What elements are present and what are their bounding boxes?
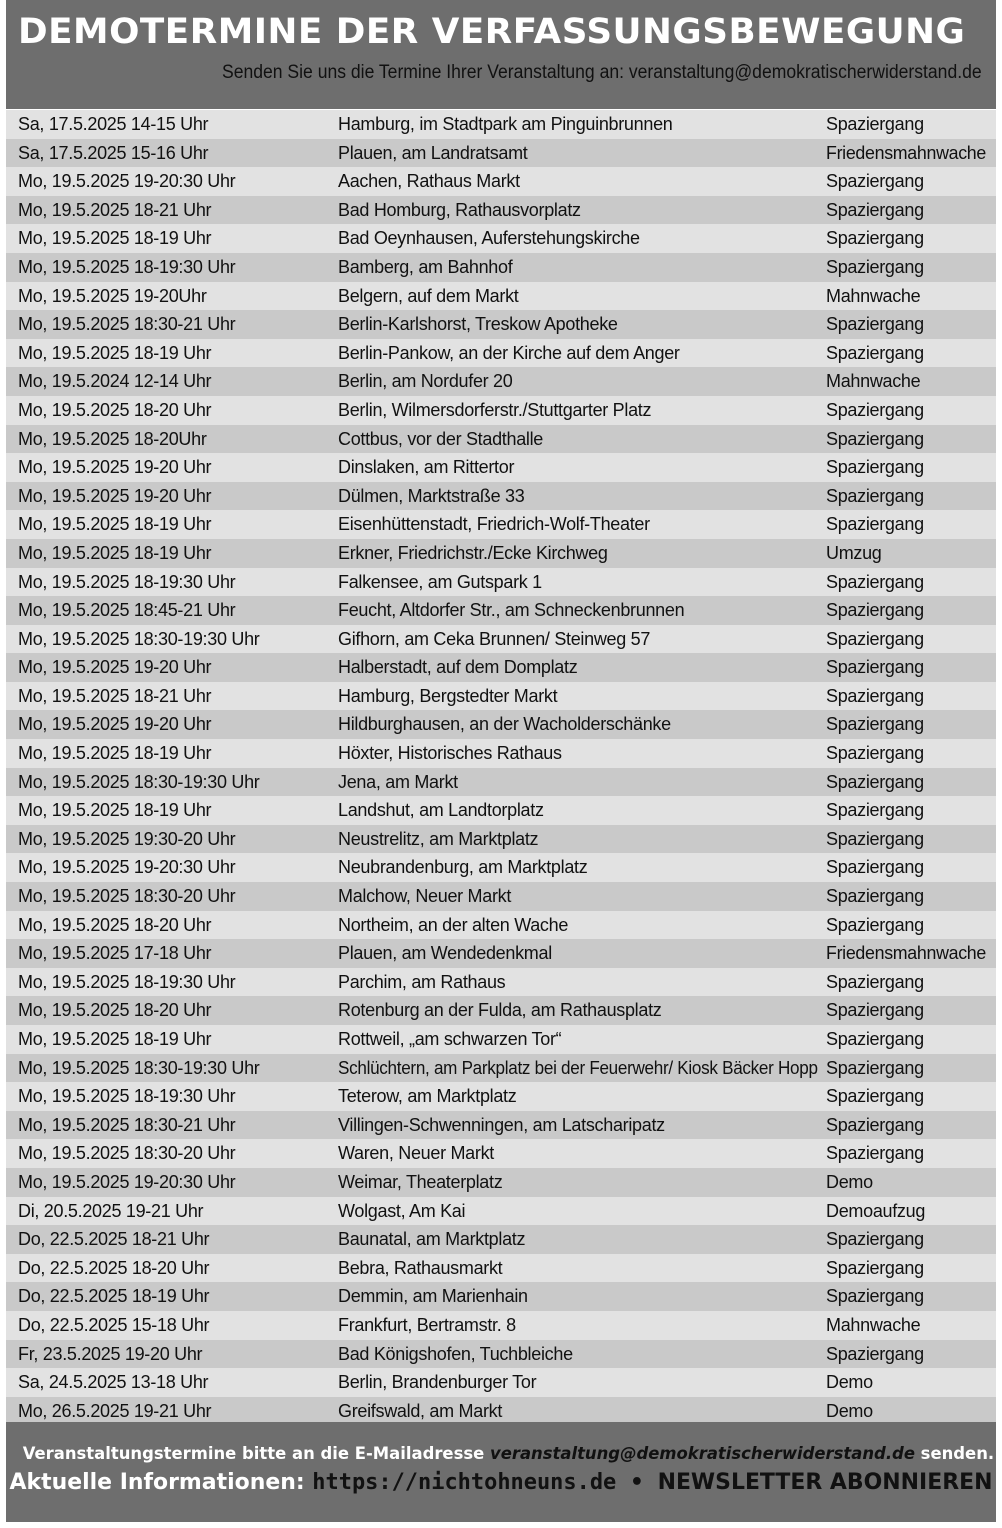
event-place: Hamburg, Bergstedter Markt bbox=[338, 685, 558, 706]
event-type: Spaziergang bbox=[826, 256, 924, 277]
event-place: Wolgast, Am Kai bbox=[338, 1200, 466, 1221]
event-type: Spaziergang bbox=[826, 1057, 924, 1078]
event-date: Mo, 19.5.2024 12-14 Uhr bbox=[18, 371, 212, 392]
event-place: Parchim, am Rathaus bbox=[338, 971, 506, 992]
event-place: Aachen, Rathaus Markt bbox=[338, 171, 520, 192]
footer-submit-prefix: Veranstaltungstermine bitte an die E-Mailadresse bbox=[22, 1444, 485, 1464]
event-place: Frankfurt, Bertramstr. 8 bbox=[338, 1314, 516, 1335]
event-type: Friedensmahnwache bbox=[826, 142, 986, 163]
event-place: Plauen, am Wendedenkmal bbox=[338, 943, 552, 964]
footer-submit-suffix: senden. bbox=[920, 1444, 995, 1464]
event-type: Spaziergang bbox=[826, 1000, 924, 1021]
event-date: Mo, 19.5.2025 18:30-20 Uhr bbox=[18, 1143, 236, 1164]
event-place: Berlin, am Nordufer 20 bbox=[338, 371, 513, 392]
event-type: Spaziergang bbox=[826, 628, 924, 649]
event-place: Bad Homburg, Rathausvorplatz bbox=[338, 199, 581, 220]
event-date: Mo, 19.5.2025 19-20 Uhr bbox=[18, 714, 212, 735]
footer-separator: • bbox=[629, 1470, 644, 1495]
event-type: Spaziergang bbox=[826, 914, 924, 935]
event-row bbox=[6, 1054, 996, 1083]
event-row bbox=[6, 167, 996, 196]
footer-info-line bbox=[7, 1470, 995, 1495]
event-row bbox=[6, 1368, 996, 1397]
event-row bbox=[6, 882, 996, 911]
event-date: Mo, 19.5.2025 18-19 Uhr bbox=[18, 514, 212, 535]
event-date: Mo, 19.5.2025 18:30-20 Uhr bbox=[18, 886, 236, 907]
footer-info-label: Aktuelle Informationen: bbox=[9, 1470, 305, 1495]
event-row bbox=[6, 939, 996, 968]
event-date: Fr, 23.5.2025 19-20 Uhr bbox=[18, 1343, 203, 1364]
event-type: Spaziergang bbox=[826, 314, 924, 335]
event-row bbox=[6, 682, 996, 711]
event-place: Schlüchtern, am Parkplatz bei der Feuerwehr/ Kiosk Bäcker Hopp bbox=[338, 1057, 818, 1078]
event-place: Rottweil, „am schwarzen Tor“ bbox=[338, 1029, 562, 1049]
event-place: Dülmen, Marktstraße 33 bbox=[338, 485, 525, 506]
event-place: Cottbus, vor der Stadthalle bbox=[338, 428, 544, 449]
event-type: Spaziergang bbox=[826, 743, 924, 764]
event-type: Mahnwache bbox=[826, 285, 921, 306]
event-place: Rotenburg an der Fulda, am Rathausplatz bbox=[338, 1000, 662, 1021]
event-row bbox=[6, 911, 996, 940]
event-date: Di, 20.5.2025 19-21 Uhr bbox=[18, 1200, 204, 1221]
event-place: Eisenhüttenstadt, Friedrich-Wolf-Theater bbox=[338, 514, 650, 535]
event-row bbox=[6, 710, 996, 739]
event-row bbox=[6, 653, 996, 682]
event-date: Mo, 19.5.2025 17-18 Uhr bbox=[18, 943, 212, 964]
event-date: Sa, 17.5.2025 15-16 Uhr bbox=[18, 142, 209, 163]
event-row bbox=[6, 568, 996, 597]
event-type: Mahnwache bbox=[826, 1314, 921, 1335]
event-type: Demoaufzug bbox=[826, 1200, 926, 1221]
event-type: Spaziergang bbox=[826, 1229, 924, 1250]
event-type: Spaziergang bbox=[826, 600, 924, 621]
event-place: Höxter, Historisches Rathaus bbox=[338, 743, 562, 764]
event-row bbox=[6, 596, 996, 625]
event-type: Spaziergang bbox=[826, 1114, 924, 1135]
event-date: Mo, 19.5.2025 18-19 Uhr bbox=[18, 542, 212, 563]
event-place: Bad Oeynhausen, Auferstehungskirche bbox=[338, 228, 640, 249]
event-type: Spaziergang bbox=[826, 828, 924, 849]
header-bar bbox=[6, 0, 996, 109]
event-type: Spaziergang bbox=[826, 342, 924, 363]
event-type: Spaziergang bbox=[826, 114, 924, 134]
event-place: Jena, am Markt bbox=[338, 771, 458, 792]
event-date: Mo, 26.5.2025 19-21 Uhr bbox=[18, 1400, 212, 1421]
event-row bbox=[6, 1168, 996, 1197]
event-place: Feucht, Altdorfer Str., am Schneckenbrunnen bbox=[338, 600, 685, 621]
event-row bbox=[6, 253, 996, 282]
event-row bbox=[6, 482, 996, 511]
event-row bbox=[6, 1225, 996, 1254]
event-row bbox=[6, 768, 996, 797]
event-type: Spaziergang bbox=[826, 457, 924, 478]
event-date: Mo, 19.5.2025 18:30-19:30 Uhr bbox=[18, 771, 260, 792]
event-place: Bebra, Rathausmarkt bbox=[338, 1257, 503, 1278]
event-type: Spaziergang bbox=[826, 971, 924, 992]
event-place: Neustrelitz, am Marktplatz bbox=[338, 828, 539, 849]
event-row bbox=[6, 1139, 996, 1168]
event-place: Baunatal, am Marktplatz bbox=[338, 1229, 526, 1250]
event-row bbox=[6, 196, 996, 225]
event-type: Spaziergang bbox=[826, 1343, 924, 1364]
event-date: Mo, 19.5.2025 18-19:30 Uhr bbox=[18, 571, 236, 592]
event-row bbox=[6, 425, 996, 454]
event-place: Dinslaken, am Rittertor bbox=[338, 457, 515, 478]
event-type: Demo bbox=[826, 1372, 873, 1393]
event-type: Spaziergang bbox=[826, 171, 924, 192]
event-row bbox=[6, 339, 996, 368]
event-place: Villingen-Schwenningen, am Latscharipatz bbox=[338, 1114, 665, 1135]
event-date: Mo, 19.5.2025 18-19 Uhr bbox=[18, 1029, 212, 1049]
event-row bbox=[6, 1340, 996, 1369]
event-place: Berlin, Wilmersdorferstr./Stuttgarter Platz bbox=[338, 399, 652, 420]
event-row bbox=[6, 1282, 996, 1311]
event-date: Mo, 19.5.2025 18-20 Uhr bbox=[18, 1000, 212, 1021]
event-row bbox=[6, 539, 996, 568]
event-date: Mo, 19.5.2025 18-20 Uhr bbox=[18, 399, 212, 420]
event-place: Bamberg, am Bahnhof bbox=[338, 256, 513, 277]
event-place: Falkensee, am Gutspark 1 bbox=[338, 571, 542, 592]
event-date: Mo, 19.5.2025 18:30-21 Uhr bbox=[18, 1114, 236, 1135]
event-date: Mo, 19.5.2025 19-20 Uhr bbox=[18, 457, 212, 478]
event-row bbox=[6, 396, 996, 425]
event-place: Berlin-Karlshorst, Treskow Apotheke bbox=[338, 314, 618, 335]
event-row bbox=[6, 1311, 996, 1340]
event-row bbox=[6, 310, 996, 339]
event-row bbox=[6, 224, 996, 253]
event-row bbox=[6, 110, 996, 139]
event-date: Mo, 19.5.2025 18-19 Uhr bbox=[18, 342, 212, 363]
event-type: Spaziergang bbox=[826, 771, 924, 792]
event-date: Mo, 19.5.2025 19-20:30 Uhr bbox=[18, 171, 236, 192]
event-row bbox=[6, 739, 996, 768]
event-date: Mo, 19.5.2025 19:30-20 Uhr bbox=[18, 828, 236, 849]
event-date: Mo, 19.5.2025 18-19:30 Uhr bbox=[18, 1086, 236, 1107]
event-place: Erkner, Friedrichstr./Ecke Kirchweg bbox=[338, 542, 608, 563]
event-place: Neubrandenburg, am Marktplatz bbox=[338, 857, 588, 878]
event-type: Mahnwache bbox=[826, 371, 921, 392]
event-date: Mo, 19.5.2025 18-19 Uhr bbox=[18, 228, 212, 249]
footer-website-link[interactable]: https://nichtohneuns.de bbox=[312, 1470, 617, 1495]
event-place: Berlin, Brandenburger Tor bbox=[338, 1372, 537, 1393]
event-place: Bad Königshofen, Tuchbleiche bbox=[338, 1343, 573, 1364]
event-date: Mo, 19.5.2025 18-19 Uhr bbox=[18, 743, 212, 764]
event-date: Mo, 19.5.2025 19-20:30 Uhr bbox=[18, 857, 236, 878]
event-type: Spaziergang bbox=[826, 1029, 924, 1049]
event-place: Demmin, am Marienhain bbox=[338, 1286, 528, 1307]
footer-email-link[interactable]: veranstaltung@demokratischerwiderstand.de bbox=[489, 1444, 915, 1464]
event-place: Berlin-Pankow, an der Kirche auf dem Anger bbox=[338, 342, 680, 363]
event-type: Umzug bbox=[826, 542, 882, 563]
event-type: Friedensmahnwache bbox=[826, 943, 986, 964]
event-row bbox=[6, 625, 996, 654]
event-row bbox=[6, 1111, 996, 1140]
event-row bbox=[6, 510, 996, 539]
event-date: Mo, 19.5.2025 18:30-21 Uhr bbox=[18, 314, 236, 335]
event-date: Mo, 19.5.2025 18-21 Uhr bbox=[18, 685, 212, 706]
event-place: Belgern, auf dem Markt bbox=[338, 285, 519, 306]
event-row bbox=[6, 282, 996, 311]
event-row bbox=[6, 825, 996, 854]
event-place: Teterow, am Marktplatz bbox=[338, 1086, 517, 1107]
event-row bbox=[6, 1197, 996, 1226]
flyer-page bbox=[6, 0, 996, 1528]
event-type: Spaziergang bbox=[826, 1143, 924, 1164]
event-row bbox=[6, 853, 996, 882]
event-date: Mo, 19.5.2025 19-20Uhr bbox=[18, 285, 207, 306]
event-date: Do, 22.5.2025 18-19 Uhr bbox=[18, 1286, 210, 1307]
event-row bbox=[6, 1082, 996, 1111]
event-type: Spaziergang bbox=[826, 199, 924, 220]
event-type: Spaziergang bbox=[826, 1086, 924, 1107]
event-date: Mo, 19.5.2025 18-20Uhr bbox=[18, 428, 207, 449]
event-type: Spaziergang bbox=[826, 886, 924, 907]
event-type: Demo bbox=[826, 1171, 873, 1192]
event-date: Mo, 19.5.2025 18:30-19:30 Uhr bbox=[18, 1057, 260, 1078]
event-type: Spaziergang bbox=[826, 571, 924, 592]
event-type: Spaziergang bbox=[826, 1286, 924, 1307]
footer-bar bbox=[6, 1422, 996, 1522]
event-date: Mo, 19.5.2025 18-20 Uhr bbox=[18, 914, 212, 935]
event-row bbox=[6, 453, 996, 482]
event-date: Mo, 19.5.2025 18-19:30 Uhr bbox=[18, 971, 236, 992]
event-place: Malchow, Neuer Markt bbox=[338, 886, 512, 907]
event-type: Spaziergang bbox=[826, 657, 924, 678]
event-row bbox=[6, 996, 996, 1025]
event-place: Halberstadt, auf dem Domplatz bbox=[338, 657, 578, 678]
event-row bbox=[6, 1025, 996, 1054]
event-type: Spaziergang bbox=[826, 399, 924, 420]
event-place: Hildburghausen, an der Wacholderschänke bbox=[338, 714, 671, 735]
event-row bbox=[6, 968, 996, 997]
event-date: Mo, 19.5.2025 19-20 Uhr bbox=[18, 485, 212, 506]
event-date: Mo, 19.5.2025 19-20 Uhr bbox=[18, 657, 212, 678]
event-date: Do, 22.5.2025 18-20 Uhr bbox=[18, 1257, 210, 1278]
event-type: Spaziergang bbox=[826, 1257, 924, 1278]
event-row bbox=[6, 139, 996, 168]
page-title: DEMOTERMINE DER VERFASSUNGSBEWEGUNG bbox=[18, 12, 966, 52]
event-place: Weimar, Theaterplatz bbox=[338, 1171, 503, 1192]
event-date: Mo, 19.5.2025 18-19:30 Uhr bbox=[18, 256, 236, 277]
event-place: Waren, Neuer Markt bbox=[338, 1143, 494, 1164]
event-date: Mo, 19.5.2025 18-21 Uhr bbox=[18, 199, 212, 220]
footer-submit-line bbox=[22, 1444, 995, 1464]
event-place: Greifswald, am Markt bbox=[338, 1400, 503, 1421]
event-place: Gifhorn, am Ceka Brunnen/ Steinweg 57 bbox=[338, 628, 651, 649]
event-row bbox=[6, 1254, 996, 1283]
event-type: Spaziergang bbox=[826, 685, 924, 706]
event-date: Do, 22.5.2025 18-21 Uhr bbox=[18, 1229, 210, 1250]
event-place: Plauen, am Landratsamt bbox=[338, 142, 528, 163]
event-type: Spaziergang bbox=[826, 800, 924, 821]
events-table bbox=[6, 110, 996, 1425]
event-type: Spaziergang bbox=[826, 485, 924, 506]
event-type: Spaziergang bbox=[826, 514, 924, 535]
event-place: Hamburg, im Stadtpark am Pinguinbrunnen bbox=[338, 114, 673, 134]
event-type: Spaziergang bbox=[826, 857, 924, 878]
event-date: Do, 22.5.2025 15-18 Uhr bbox=[18, 1314, 210, 1335]
event-type: Spaziergang bbox=[826, 714, 924, 735]
event-place: Northeim, an der alten Wache bbox=[338, 914, 569, 935]
submit-instruction: Senden Sie uns die Termine Ihrer Veranstaltung an: veranstaltung@demokratischerwiderstand.de bbox=[222, 62, 982, 83]
event-row bbox=[6, 796, 996, 825]
event-type: Spaziergang bbox=[826, 228, 924, 249]
event-type: Spaziergang bbox=[826, 428, 924, 449]
event-place: Landshut, am Landtorplatz bbox=[338, 800, 544, 821]
event-date: Sa, 17.5.2025 14-15 Uhr bbox=[18, 114, 209, 134]
event-date: Sa, 24.5.2025 13-18 Uhr bbox=[18, 1372, 209, 1393]
event-date: Mo, 19.5.2025 18-19 Uhr bbox=[18, 800, 212, 821]
event-date: Mo, 19.5.2025 18:30-19:30 Uhr bbox=[18, 628, 260, 649]
event-row bbox=[6, 367, 996, 396]
event-type: Demo bbox=[826, 1400, 873, 1421]
newsletter-subscribe-link[interactable]: NEWSLETTER ABONNIEREN bbox=[657, 1470, 993, 1495]
event-date: Mo, 19.5.2025 18:45-21 Uhr bbox=[18, 600, 236, 621]
event-date: Mo, 19.5.2025 19-20:30 Uhr bbox=[18, 1171, 236, 1192]
